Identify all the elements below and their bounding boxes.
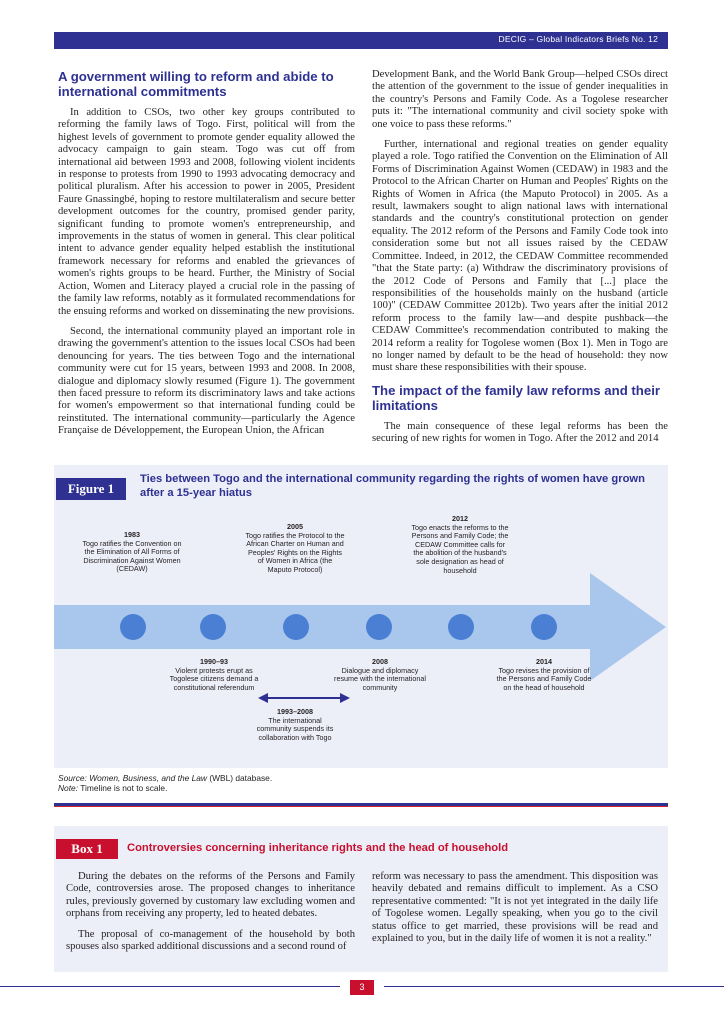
- timeline-graphic: [54, 465, 668, 768]
- timeline-event-1990: 1990–93 Violent protests erupt as Togolese citizens demand a constitutional referendum: [169, 657, 259, 692]
- page-number: 3: [350, 980, 374, 995]
- box-left-column: [66, 871, 355, 961]
- left-column: [58, 69, 355, 446]
- figure-source: Source: Women, Business, and the Law (WBL) database. Note: Timeline is not to scale.: [58, 773, 273, 794]
- header-title: DECIG – Global Indicators Briefs No. 12: [498, 34, 658, 44]
- box-right-column: [372, 871, 658, 953]
- box-label: Box 1: [56, 839, 118, 859]
- figure-title: Ties between Togo and the international community regarding the rights of women have grown after a 15-year hiatus: [140, 473, 645, 499]
- timeline-event-1993-2008: 1993–2008 The international community suspends its collaboration with Togo: [256, 707, 334, 742]
- section-heading-government: A government willing to reform and abide to international commitments: [58, 69, 334, 99]
- paragraph: During the debates on the reforms of the Persons and Family Code, controversies arose. The proposed changes to inheritance rules, previously governed by customary law excluding women and orphans from receiving any property, led to heated debates.: [66, 871, 355, 920]
- paragraph: Second, the international community played an important role in drawing the government's attention to the issues local CSOs had been denouncing for years. The ties between Togo and the international community were cut for 15 years, between 1993 and 2008. In 2008, dialogue and diplomacy slowly resumed (Figure 1). The government then faced pressure to reform its discriminatory laws and take actions for women's empowerment so that international funding could be reinstituted. The international community—particularly the Agence Française de Développement, the European Union, the African: [58, 325, 355, 437]
- paragraph: reform was necessary to pass the amendment. This disposition was heavily debated and remains difficult to implement. As a CSO representative commented: "It is not yet integrated in the daily life of Togolese women. Legally speaking, when you go to the civil status office to get married, these provisions will be read and explained to you, but in the daily life of women it is not a reality.": [372, 871, 658, 945]
- right-column: [372, 69, 668, 454]
- paragraph: Development Bank, and the World Bank Group—helped CSOs direct the attention of the government to the issue of gender inequalities in the country's Persons and Family Code. As a Togolese researcher puts it: "The international community and civil society spoke with one voice to pass these reforms.": [372, 69, 668, 130]
- paragraph: The main consequence of these legal reforms has been the securing of new rights for women in Togo. After the 2012 and 2014: [372, 420, 668, 445]
- timeline-dot-1990: [200, 614, 226, 640]
- paragraph: The proposal of co-management of the household by both spouses also sparked additional discussions and a second round of: [66, 928, 355, 953]
- figure-label: Figure 1: [56, 478, 126, 500]
- timeline-dot-2012: [448, 614, 474, 640]
- timeline-dot-2005: [283, 614, 309, 640]
- timeline-event-2005: 2005 Togo ratifies the Protocol to the African Charter on Human and Peoples' Rights on the Rights of Women in Africa (the Maputo Protocol): [245, 522, 345, 574]
- section-heading-impact: The impact of the family law reforms and their limitations: [372, 382, 660, 413]
- paragraph: Further, international and regional treaties on gender equality played a role. Togo ratified the Convention on the Elimination of All Forms of Discrimination Against Women (CEDAW) in 1983 and the Protocol to the African Charter on Human and Peoples' Rights on the Rights of Women in Africa (the Maputo Protocol) in 2005. As a result, lawmakers sought to align national laws with international standards and the country's constitutional protection on gender equality. The 2012 reform of the Persons and Family Code took into consideration some but not all issues raised by the CEDAW Committee. Indeed, in 2012, the CEDAW Committee recommended "that the State party: (a) Withdraw the discriminatory provisions of the 2012 Code of Persons and Family that [...] place the responsibilities of the households mainly on the husband (article 100)" (CEDAW Committee 2012b). Two years after the initial 2012 reform process to the family law—and despite pushback—the CEDAW Committee's recommendation contributed to making the 2014 reform a reality for Togolese women (Box 1). Men in Togo are no longer named by default to be the head of household: they now must share these responsibilities with their spouse.: [372, 139, 668, 374]
- footer-rule: [0, 986, 340, 987]
- header-bar: [54, 32, 668, 49]
- footer-rule: [384, 986, 724, 987]
- timeline-event-2008: 2008 Dialogue and diplomacy resume with the international community: [334, 657, 426, 692]
- timeline-event-2012: 2012 Togo enacts the reforms to the Persons and Family Code; the CEDAW Committee calls for the abolition of the husband's sole designation as head of household: [411, 514, 509, 575]
- divider: [54, 806, 668, 807]
- paragraph: In addition to CSOs, two other key groups contributed to reforming the family laws of Togo. First, political will from the highest levels of government to promote gender equality allowed the advocacy campaign to gain steam. Togo was cut off from international aid between 1993 and 2008, following violent incidents in response to protests from 1990 to 1993 advocating democracy and political pluralism. After his accession to power in 2005, President Faure Gnassingbé, hoping to restore multilateralism and secure better development outcomes for the country, promised gender parity, significant funding to promote women's entrepreneurship, and improvements in the status of women in general. This clear political intent to advance gender equality helped establish the institutional framework necessary for reforms and enabled the grievances of women's rights groups to be heard. Further, the Ministry of Social Action, Women and Literacy played a crucial role in the passing of the family law reforms, notably as it formulated recommendations for the ensuing reforms and worked on disseminating the new provisions.: [58, 107, 355, 317]
- timeline-dot-1983: [120, 614, 146, 640]
- timeline-dot-2014: [531, 614, 557, 640]
- timeline-dot-2008: [366, 614, 392, 640]
- double-arrow-icon: [258, 693, 350, 703]
- box-title: Controversies concerning inheritance rights and the head of household: [127, 842, 509, 854]
- timeline-event-2014: 2014 Togo revises the provision of the Persons and Family Code on the head of household: [496, 657, 592, 692]
- timeline-event-1983: 1983 Togo ratifies the Convention on the Elimination of All Forms of Discrimination Against Women (CEDAW): [82, 530, 182, 574]
